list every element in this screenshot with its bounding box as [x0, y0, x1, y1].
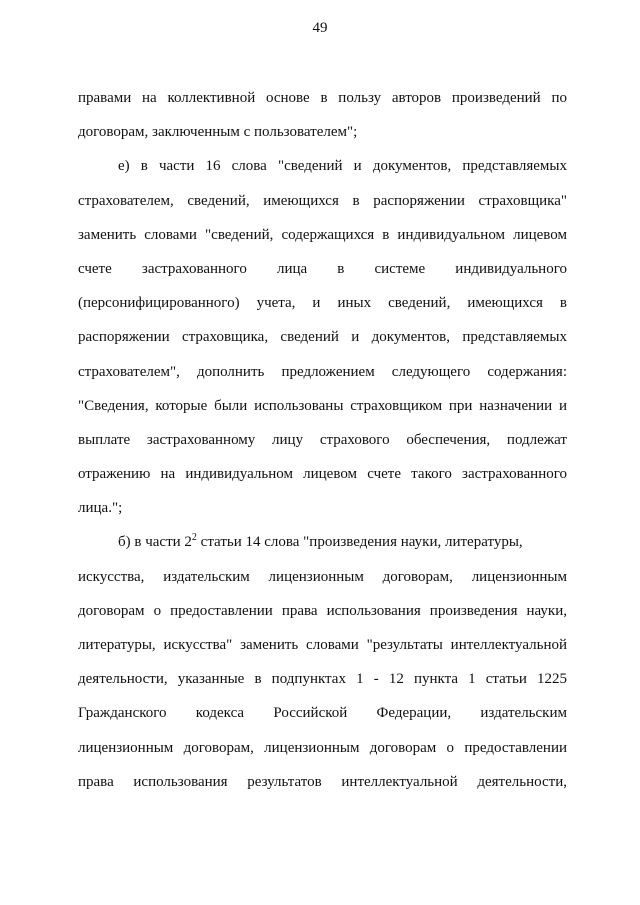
- text-line: страхователем", дополнить предложением следующего содержания:: [78, 363, 567, 380]
- text-line: договорам о предоставлении права использования произведения науки,: [78, 602, 567, 619]
- text-line: литературы, искусства" заменить словами "результаты интеллектуальной: [78, 637, 567, 653]
- item-b-rest: статьи 14 слова "произведения науки, литературы,: [196, 534, 523, 551]
- text-line: заменить словами "сведений, содержащихся в индивидуальном лицевом: [78, 226, 567, 243]
- document-body: [78, 81, 567, 799]
- text-line: е) в части 16 слова "сведений и документов, представляемых: [118, 158, 567, 175]
- text-line-item-b: [78, 525, 567, 559]
- text-line: распоряжении страховщика, сведений и документов, представляемых: [78, 329, 567, 346]
- item-b-start: б) в части 2: [118, 534, 192, 551]
- superscript: 2: [191, 532, 197, 544]
- text-line: договорам, заключенным с пользователем";: [78, 124, 358, 141]
- text-line: (персонифицированного) учета, и иных сведений, имеющихся в: [78, 295, 567, 312]
- text-line: деятельности, указанные в подпунктах 1 - 12 пункта 1 статьи 1225: [78, 671, 567, 688]
- text-line: лицензионным договорам, лицензионным договорам о предоставлении: [78, 739, 567, 756]
- text-line: страхователем, сведений, имеющихся в распоряжении страховщика": [78, 192, 567, 209]
- text-line: искусства, издательским лицензионным договорам, лицензионным: [78, 568, 567, 585]
- text-line: правами на коллективной основе в пользу авторов произведений по: [78, 90, 567, 106]
- page-number: 49: [312, 20, 328, 36]
- text-line: Гражданского кодекса Российской Федерации, издательским: [78, 705, 567, 722]
- text-line: лица.";: [78, 500, 123, 517]
- text-line: "Сведения, которые были использованы страховщиком при назначении и: [78, 397, 567, 414]
- text-line: счете застрахованного лица в системе индивидуального: [78, 260, 567, 277]
- text-line: права использования результатов интеллектуальной деятельности,: [78, 773, 567, 790]
- text-line: отражению на индивидуальном лицевом счете такого застрахованного: [78, 466, 567, 483]
- text-line: выплате застрахованному лицу страхового обеспечения, подлежат: [78, 431, 567, 448]
